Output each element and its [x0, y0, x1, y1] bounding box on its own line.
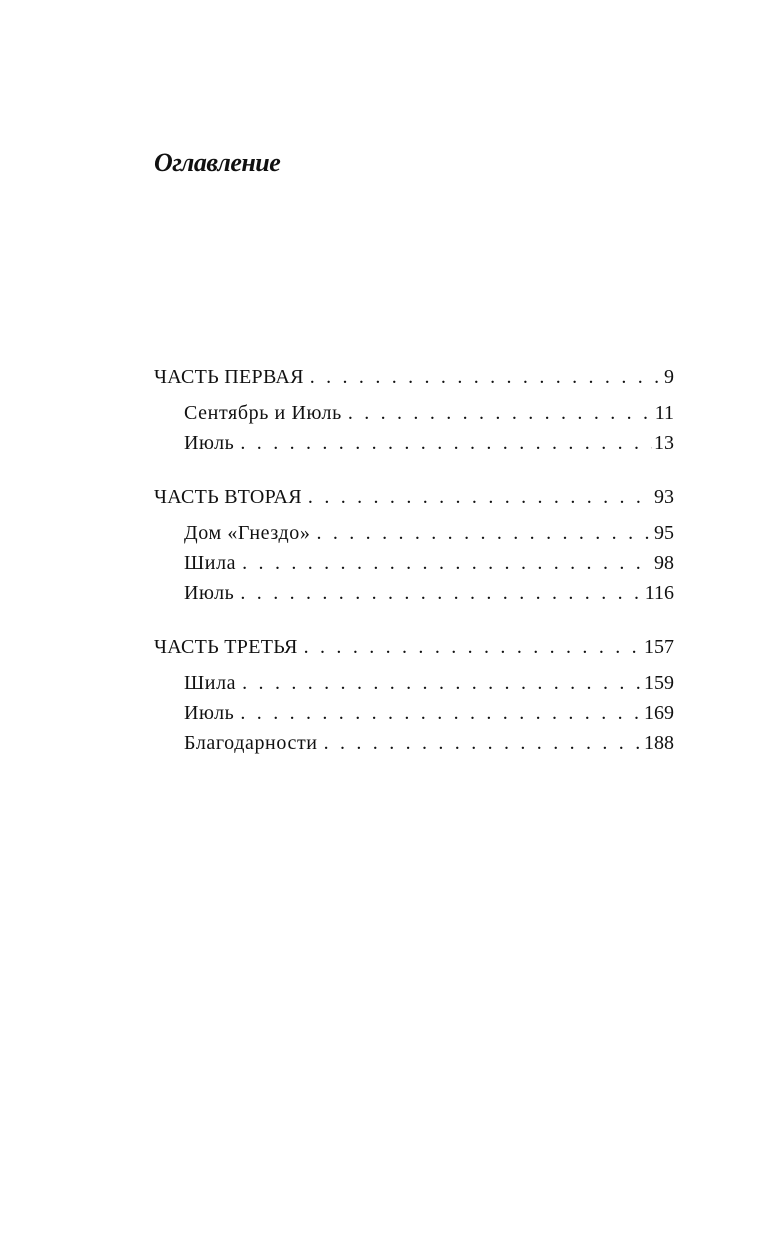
- toc-part-2: [154, 482, 674, 608]
- toc-chapter-title: Сентябрь и Июль: [184, 402, 342, 424]
- toc-page-number: 157: [644, 636, 674, 658]
- toc-part-entry[interactable]: [154, 482, 674, 512]
- toc-page-number: 188: [644, 732, 674, 754]
- toc-chapter-entry[interactable]: [154, 698, 674, 728]
- toc-part-title: ЧАСТЬ ВТОРАЯ: [154, 486, 302, 508]
- dot-leader: [348, 398, 653, 428]
- dot-leader: [240, 698, 642, 728]
- toc-chapter-entry[interactable]: [154, 428, 674, 458]
- dot-leader: [240, 578, 642, 608]
- dot-leader: [242, 548, 652, 578]
- toc-page-number: 116: [644, 582, 674, 604]
- toc-chapter-entry[interactable]: [154, 578, 674, 608]
- toc-page-number: 159: [644, 672, 674, 694]
- toc-part-title: ЧАСТЬ ПЕРВАЯ: [154, 366, 304, 388]
- dot-leader: [324, 728, 642, 758]
- toc-part-entry[interactable]: [154, 362, 674, 392]
- dot-leader: [310, 362, 662, 392]
- toc-chapter-title: Шила: [184, 672, 237, 694]
- toc-part-entry[interactable]: [154, 632, 674, 662]
- toc-page-number: 9: [664, 366, 674, 388]
- toc-page-number: 13: [654, 432, 674, 454]
- toc-chapter-title: Дом «Гнездо»: [184, 522, 311, 544]
- toc-page-number: 93: [654, 486, 674, 508]
- toc-part-title: ЧАСТЬ ТРЕТЬЯ: [154, 636, 298, 658]
- toc-part-3: [154, 632, 674, 758]
- dot-leader: [304, 632, 642, 662]
- dot-leader: [316, 518, 652, 548]
- toc-chapter-entry[interactable]: [154, 548, 674, 578]
- toc-chapter-title: Июль: [184, 702, 235, 724]
- toc-chapter-title: Благодарности: [184, 732, 318, 754]
- dot-leader: [308, 482, 652, 512]
- toc-page-number: 11: [654, 402, 674, 424]
- toc-chapter-title: Шила: [184, 552, 237, 574]
- toc-page-number: 169: [644, 702, 674, 724]
- page-title: Оглавление: [154, 148, 281, 177]
- toc-chapter-entry[interactable]: [154, 668, 674, 698]
- dot-leader: [242, 668, 642, 698]
- toc-part-1: [154, 362, 674, 458]
- toc-chapter-entry[interactable]: [154, 398, 674, 428]
- toc-chapter-entry[interactable]: [154, 728, 674, 758]
- toc-page-number: 95: [654, 522, 674, 544]
- toc-chapter-entry[interactable]: [154, 518, 674, 548]
- toc-page-number: 98: [654, 552, 674, 574]
- table-of-contents: [154, 362, 674, 782]
- toc-chapter-title: Июль: [184, 432, 235, 454]
- toc-chapter-title: Июль: [184, 582, 235, 604]
- dot-leader: [240, 428, 652, 458]
